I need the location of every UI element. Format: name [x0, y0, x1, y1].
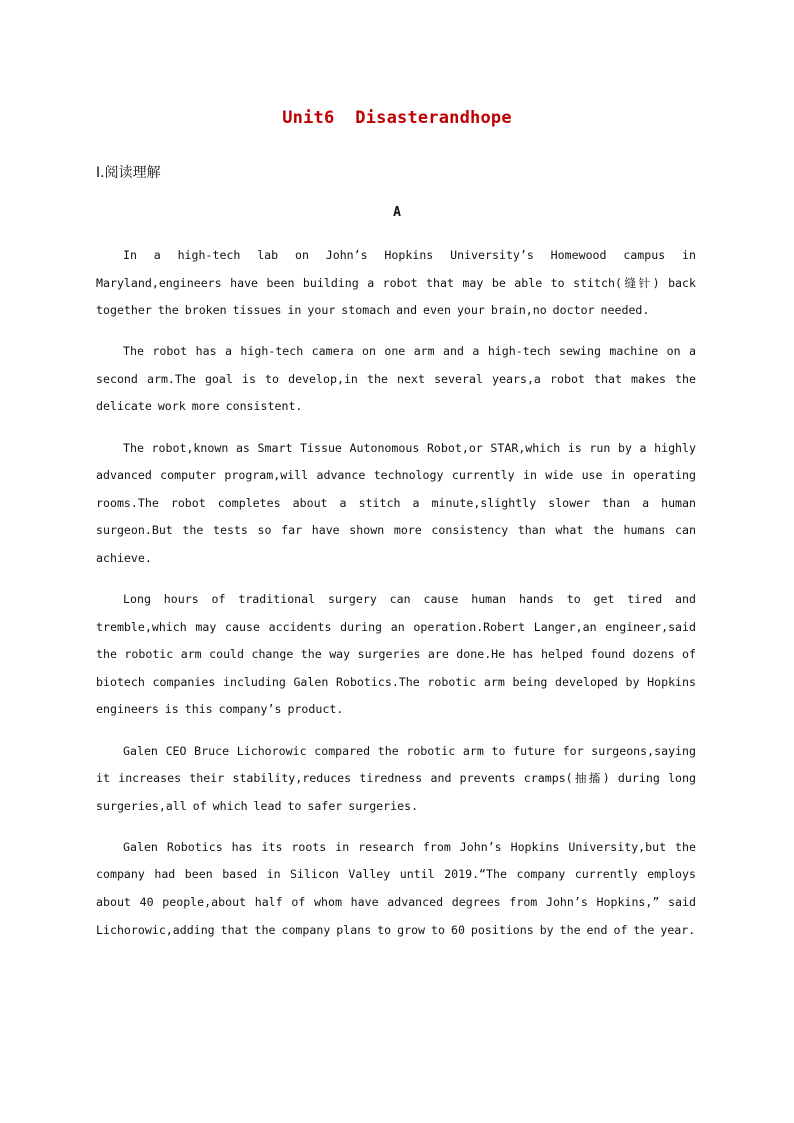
- passage-label: A: [393, 205, 401, 220]
- title-unit: Unit6: [282, 108, 335, 128]
- passage-body: [96, 242, 696, 958]
- section-heading: Ⅰ.阅读理解: [96, 165, 161, 181]
- paragraph: In a high-tech lab on John’s Hopkins University’s Homewood campus in Maryland,engineers have been building a robot that may be able to stitch(缝针) back together the broken tissues in your stomach and even your brain,no doctor needed.: [96, 248, 696, 318]
- page-title: [0, 108, 794, 128]
- paragraph: Galen CEO Bruce Lichorowic compared the robotic arm to future for surgeons,saying it increases their stability,reduces tiredness and prevents cramps(抽搐) during long surgeries,all of which lead to safer surgeries.: [96, 743, 696, 813]
- paragraph: The robot,known as Smart Tissue Autonomous Robot,or STAR,which is run by a highly advanced computer program,will advance technology currently in wide use in operating rooms.The robot completes about a stitch a minute,slightly slower than a human surgeon.But the tests so far have shown more consistency than what the humans can achieve.: [96, 440, 696, 565]
- paragraph: Galen Robotics has its roots in research from John’s Hopkins University,but the company had been based in Silicon Valley until 2019.“The company currently employs about 40 people,about half of whom have advanced degrees from John’s Hopkins,” said Lichorowic,adding that the company plans to grow to 60 positions by the end of the year.: [96, 839, 696, 937]
- paragraph: Long hours of traditional surgery can cause human hands to get tired and tremble,which may cause accidents during an operation.Robert Langer,an engineer,said the robotic arm could change the way surgeries are done.He has helped found dozens of biotech companies including Galen Robotics.The robotic arm being developed by Hopkins engineers is this company’s product.: [96, 592, 696, 717]
- title-name: Disasterandhope: [355, 108, 512, 128]
- paragraph: The robot has a high-tech camera on one arm and a high-tech sewing machine on a second arm.The goal is to develop,in the next several years,a robot that makes the delicate work more consistent.: [96, 344, 696, 414]
